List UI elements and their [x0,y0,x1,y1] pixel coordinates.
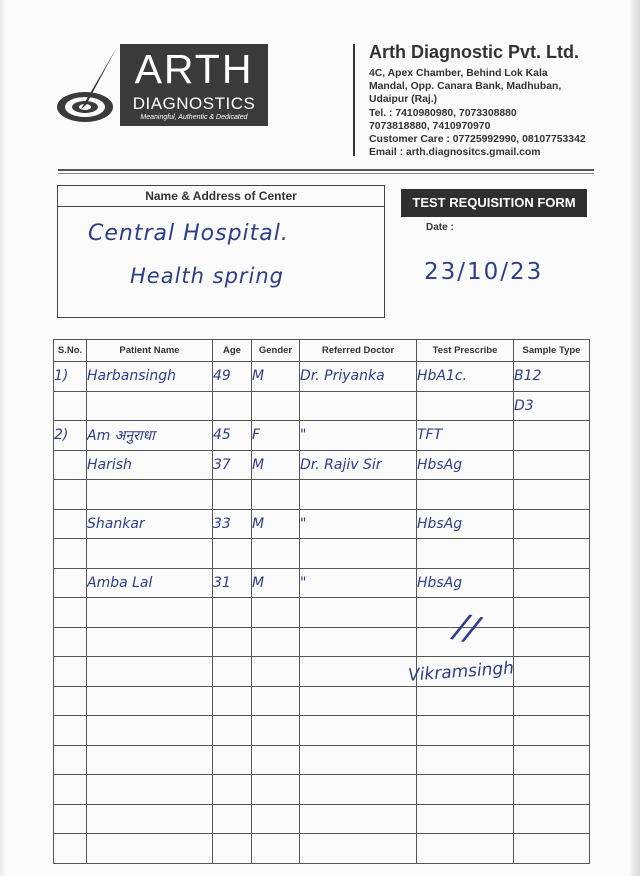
cell-referred-doctor: Dr. Priyanka [300,362,417,392]
table-row [54,450,590,480]
cell-age [213,627,252,657]
cell-referred-doctor [300,627,417,657]
cell-test: HbsAg [417,450,514,480]
cell-sno [54,598,87,628]
table-header-row [54,340,590,362]
cell-sno [54,657,87,687]
cell-patient-name [87,539,213,569]
cell-test [417,804,514,834]
center-address: Health spring [130,264,285,288]
cell-gender: M [252,568,300,598]
cell-test [417,686,514,716]
header-divider [353,44,355,156]
cell-sample-type [514,686,590,716]
cell-sample-type [514,421,590,451]
cell-patient-name: Shankar [87,509,213,539]
cell-patient-name [87,716,213,746]
cell-test [417,716,514,746]
cell-sample-type [514,598,590,628]
cell-sno: 2) [54,421,87,451]
cell-sno [54,686,87,716]
table-row [54,539,590,569]
cell-patient-name [87,657,213,687]
logo [120,44,268,126]
cell-sample-type [514,539,590,569]
cell-referred-doctor [300,775,417,805]
table-row [54,716,590,746]
cell-sno [54,804,87,834]
cell-patient-name [87,804,213,834]
logo-tagline: Meaningful, Authentic & Dedicated [140,114,248,121]
cell-sample-type [514,568,590,598]
table-row [54,391,590,421]
cell-gender: M [252,362,300,392]
cell-referred-doctor [300,539,417,569]
cell-sample-type: D3 [514,391,590,421]
cell-gender: F [252,421,300,451]
cell-age: 33 [213,509,252,539]
cell-patient-name [87,775,213,805]
cell-gender: M [252,509,300,539]
cell-sample-type [514,480,590,510]
cell-referred-doctor [300,391,417,421]
table-row [54,627,590,657]
cell-age [213,480,252,510]
header-rule-thin [58,173,594,174]
cell-test [417,539,514,569]
cell-patient-name: Amba Lal [87,568,213,598]
page-edge-left [0,0,6,876]
cell-age: 37 [213,450,252,480]
cell-sno: 1) [54,362,87,392]
page-edge-right [630,0,640,876]
date-value: 23/10/23 [424,259,544,285]
cell-gender [252,745,300,775]
cell-referred-doctor: " [300,568,417,598]
cell-patient-name [87,598,213,628]
cell-referred-doctor [300,686,417,716]
table-row [54,804,590,834]
address-line: Udaipur (Raj.) [369,94,438,106]
table-row [54,745,590,775]
cell-age [213,804,252,834]
patient-table [53,339,590,864]
cell-patient-name [87,686,213,716]
cell-referred-doctor [300,657,417,687]
cell-age [213,716,252,746]
cell-sno [54,391,87,421]
cell-patient-name: Harish [87,450,213,480]
table-row [54,834,590,864]
table-row [54,568,590,598]
cell-sample-type [514,745,590,775]
cell-sno [54,480,87,510]
table-row [54,509,590,539]
cell-sample-type [514,834,590,864]
cell-referred-doctor: " [300,421,417,451]
email-line: Email : arth.diagnositcs.gmail.com [369,147,541,159]
cell-sample-type [514,450,590,480]
signature: Vikramsingh [407,658,515,686]
cell-sno [54,509,87,539]
logo-subtitle: DIAGNOSTICS [132,94,256,113]
cell-gender [252,627,300,657]
cell-age [213,834,252,864]
center-name: Central Hospital. [88,221,289,246]
cell-test: HbsAg [417,568,514,598]
cell-referred-doctor [300,480,417,510]
cell-test: TFT [417,421,514,451]
table-row [54,686,590,716]
cell-referred-doctor [300,745,417,775]
logo-target-icon [55,45,121,125]
address-line: Mandal, Opp. Canara Bank, Madhuban, [369,81,562,93]
date-label: Date : [426,222,454,233]
cell-sample-type [514,657,590,687]
cell-referred-doctor: Dr. Rajiv Sir [300,450,417,480]
form-title: TEST REQUISITION FORM [401,189,587,217]
header-sno: S.No. [54,340,87,362]
cell-age: 31 [213,568,252,598]
cell-sno [54,627,87,657]
table-row [54,775,590,805]
company-name: Arth Diagnostic Pvt. Ltd. [369,42,580,62]
header-age: Age [213,340,252,362]
cell-age: 45 [213,421,252,451]
cell-gender [252,834,300,864]
cell-test [417,745,514,775]
cell-patient-name: Am अनुराधा [87,421,213,451]
cell-referred-doctor [300,716,417,746]
cell-gender [252,716,300,746]
cell-referred-doctor [300,598,417,628]
cell-sno [54,568,87,598]
company-address [369,67,586,159]
cell-patient-name [87,745,213,775]
phone-line: Tel. : 7410980980, 7073308880 [369,107,517,119]
cell-age [213,539,252,569]
cell-patient-name [87,480,213,510]
cell-referred-doctor [300,834,417,864]
address-line: 4C, Apex Chamber, Behind Lok Kala [369,68,548,79]
cell-age [213,745,252,775]
customer-care-line: Customer Care : 07725992990, 08107753342 [369,134,586,146]
cell-sample-type [514,775,590,805]
cell-sno [54,745,87,775]
cell-age: 49 [213,362,252,392]
cell-gender [252,539,300,569]
table-row [54,421,590,451]
cell-sno [54,834,87,864]
cell-age [213,686,252,716]
cell-referred-doctor [300,804,417,834]
table-row [54,598,590,628]
header-patient-name: Patient Name [87,340,213,362]
phone-line: 7073818880, 7410970970 [369,120,491,132]
cell-test: HbsAg [417,509,514,539]
ditto-mark: // [451,606,482,650]
cell-test: HbA1c. [417,362,514,392]
cell-sample-type [514,627,590,657]
logo-title: ARTH [134,46,254,92]
cell-gender [252,657,300,687]
center-address-box [57,185,385,318]
cell-gender [252,686,300,716]
cell-sample-type [514,804,590,834]
cell-age [213,775,252,805]
header-referred-doctor: Referred Doctor [300,340,417,362]
cell-age [213,598,252,628]
header-gender: Gender [252,340,300,362]
cell-gender [252,804,300,834]
cell-patient-name [87,627,213,657]
cell-gender [252,598,300,628]
header-sample-type: Sample Type [514,340,590,362]
cell-referred-doctor: " [300,509,417,539]
header-rule [58,169,594,171]
cell-gender [252,391,300,421]
cell-gender [252,775,300,805]
cell-test [417,391,514,421]
cell-test [417,834,514,864]
cell-sample-type: B12 [514,362,590,392]
table-row [54,480,590,510]
cell-gender: M [252,450,300,480]
cell-age [213,657,252,687]
cell-patient-name: Harbansingh [87,362,213,392]
cell-patient-name [87,391,213,421]
cell-sno [54,716,87,746]
cell-age [213,391,252,421]
cell-test [417,480,514,510]
cell-patient-name [87,834,213,864]
cell-sno [54,775,87,805]
cell-sno [54,539,87,569]
cell-test [417,775,514,805]
table-row [54,362,590,392]
cell-sample-type [514,509,590,539]
center-heading: Name & Address of Center [58,186,384,207]
cell-sno [54,450,87,480]
cell-gender [252,480,300,510]
cell-sample-type [514,716,590,746]
header-test-prescribe: Test Prescribe [417,340,514,362]
